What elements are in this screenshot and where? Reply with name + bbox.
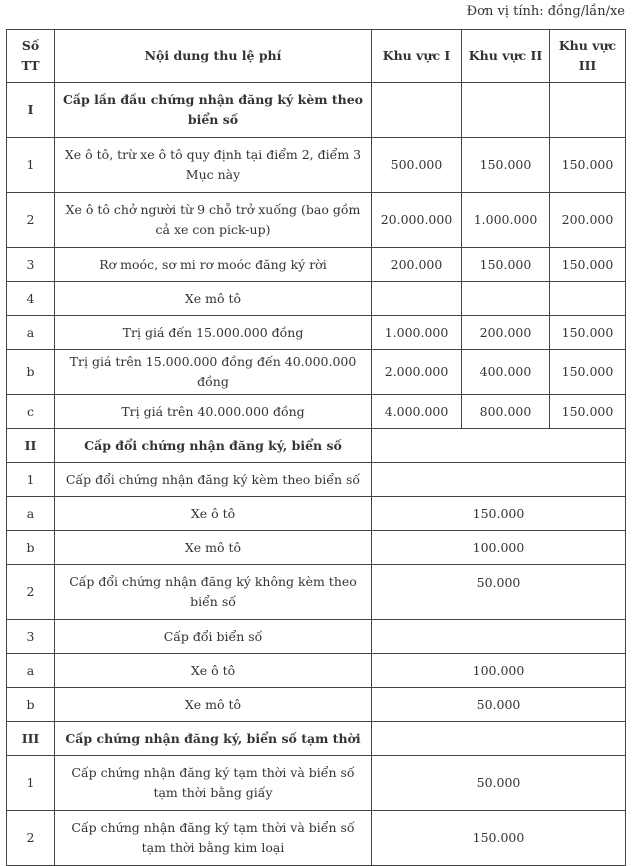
row-content: Xe ô tô [55,497,372,531]
row-content: Cấp đổi chứng nhận đăng ký không kèm theo biển số [55,565,372,620]
table-row [7,620,626,654]
row-fee: 150.000 [372,497,626,531]
row-zone-2 [462,83,550,138]
table-row [7,248,626,282]
header-stt: Số TT [7,30,55,83]
table-header-row [7,30,626,83]
row-content: Cấp đổi biển số [55,620,372,654]
row-stt: b [7,350,55,395]
row-zone-3 [550,282,626,316]
row-stt: 1 [7,756,55,811]
table-row [7,350,626,395]
row-content: Trị giá trên 15.000.000 đồng đến 40.000.000 đồng [55,350,372,395]
row-stt: b [7,688,55,722]
row-zone-2: 200.000 [462,316,550,350]
row-zone-3: 150.000 [550,316,626,350]
row-zone-3: 150.000 [550,395,626,429]
row-fee [372,429,626,463]
row-content: Cấp chứng nhận đăng ký tạm thời và biển số tạm thời bằng kim loại [55,811,372,866]
row-fee [372,620,626,654]
row-zone-1 [372,83,462,138]
row-zone-2: 800.000 [462,395,550,429]
row-stt: 1 [7,138,55,193]
row-zone-1: 200.000 [372,248,462,282]
row-fee: 50.000 [372,756,626,811]
unit-note: Đơn vị tính: đồng/lần/xe [466,4,625,19]
row-zone-3: 150.000 [550,138,626,193]
row-zone-2 [462,282,550,316]
fee-table [6,29,626,866]
row-zone-2: 400.000 [462,350,550,395]
row-content: Trị giá đến 15.000.000 đồng [55,316,372,350]
row-stt: 3 [7,248,55,282]
row-stt: 3 [7,620,55,654]
row-stt: a [7,654,55,688]
table-row [7,316,626,350]
table-row [7,138,626,193]
header-zone-3: Khu vực III [550,30,626,83]
row-zone-3: 150.000 [550,350,626,395]
row-fee: 150.000 [372,811,626,866]
row-fee: 100.000 [372,531,626,565]
row-stt: 2 [7,565,55,620]
table-row [7,565,626,620]
table-row [7,654,626,688]
row-content: Rơ moóc, sơ mi rơ moóc đăng ký rời [55,248,372,282]
row-content: Xe mô tô [55,688,372,722]
row-content: Trị giá trên 40.000.000 đồng [55,395,372,429]
row-zone-3: 150.000 [550,248,626,282]
row-zone-1: 20.000.000 [372,193,462,248]
row-content: Xe ô tô [55,654,372,688]
row-stt: I [7,83,55,138]
row-stt: a [7,316,55,350]
row-stt: c [7,395,55,429]
section-row [7,83,626,138]
row-zone-1 [372,282,462,316]
table-row [7,756,626,811]
row-stt: 2 [7,193,55,248]
header-content: Nội dung thu lệ phí [55,30,372,83]
row-content: Xe mô tô [55,282,372,316]
header-zone-1: Khu vực I [372,30,462,83]
table-row [7,282,626,316]
row-zone-2: 1.000.000 [462,193,550,248]
section-row [7,722,626,756]
row-content: Cấp chứng nhận đăng ký, biển số tạm thời [55,722,372,756]
row-fee [372,463,626,497]
row-zone-2: 150.000 [462,138,550,193]
row-zone-1: 4.000.000 [372,395,462,429]
row-content: Xe ô tô chở người từ 9 chỗ trở xuống (bao gồm cả xe con pick-up) [55,193,372,248]
row-stt: 1 [7,463,55,497]
row-fee: 50.000 [372,565,626,620]
row-fee: 100.000 [372,654,626,688]
table-row [7,463,626,497]
row-stt: b [7,531,55,565]
row-stt: 4 [7,282,55,316]
row-zone-1: 2.000.000 [372,350,462,395]
row-fee [372,722,626,756]
header-zone-2: Khu vực II [462,30,550,83]
row-content: Cấp lần đầu chứng nhận đăng ký kèm theo biển số [55,83,372,138]
row-content: Cấp đổi chứng nhận đăng ký, biển số [55,429,372,463]
row-content: Xe ô tô, trừ xe ô tô quy định tại điểm 2, điểm 3 Mục này [55,138,372,193]
table-row [7,193,626,248]
row-content: Cấp chứng nhận đăng ký tạm thời và biển số tạm thời bằng giấy [55,756,372,811]
row-zone-1: 500.000 [372,138,462,193]
row-zone-1: 1.000.000 [372,316,462,350]
row-zone-3 [550,83,626,138]
row-stt: 2 [7,811,55,866]
row-content: Cấp đổi chứng nhận đăng ký kèm theo biển số [55,463,372,497]
row-zone-2: 150.000 [462,248,550,282]
row-content: Xe mô tô [55,531,372,565]
table-row [7,811,626,866]
table-row [7,497,626,531]
table-row [7,395,626,429]
row-zone-3: 200.000 [550,193,626,248]
row-stt: II [7,429,55,463]
section-row [7,429,626,463]
row-stt: a [7,497,55,531]
row-stt: III [7,722,55,756]
table-row [7,531,626,565]
row-fee: 50.000 [372,688,626,722]
table-row [7,688,626,722]
